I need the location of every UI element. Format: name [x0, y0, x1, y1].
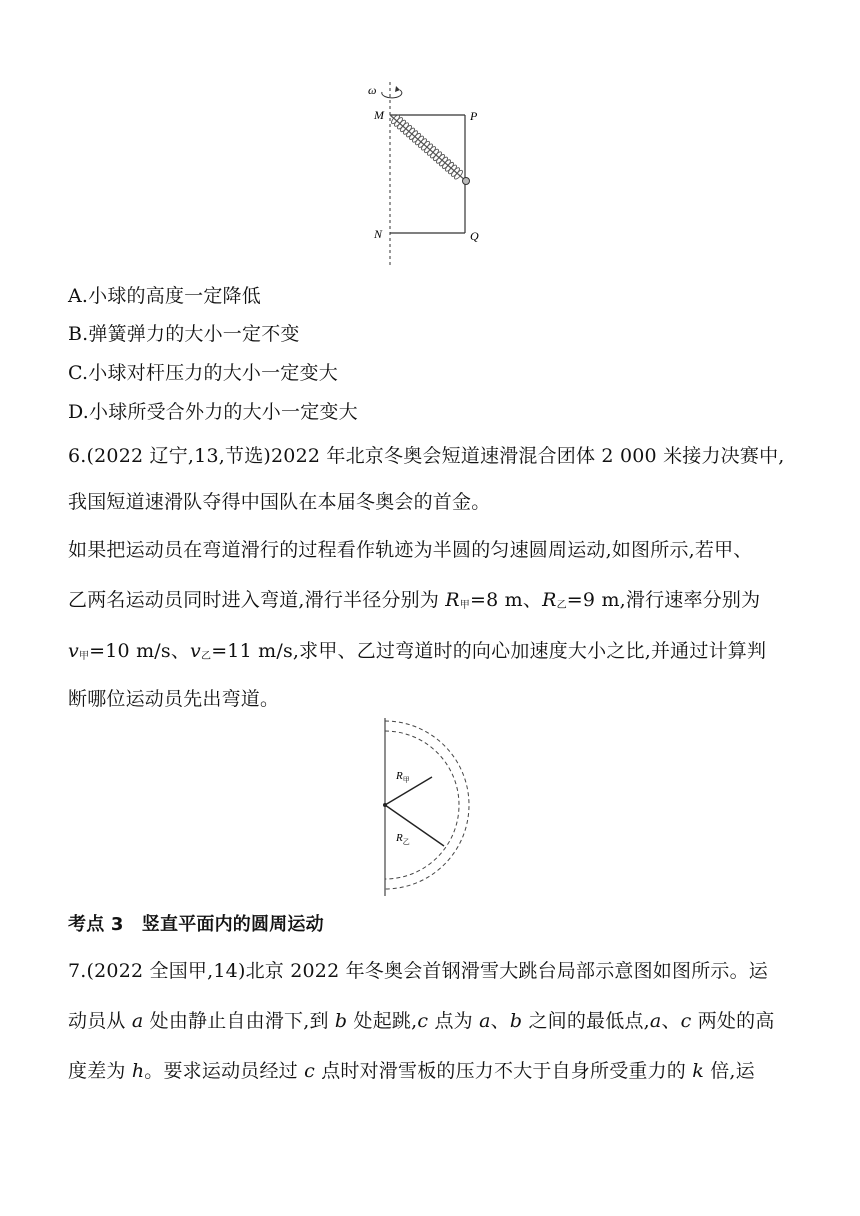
option-a: A.小球的高度一定降低 [68, 285, 261, 307]
q7-line3: 度差为 h。要求运动员经过 c 点时对滑雪板的压力不大于自身所受重力的 k 倍,运 [68, 1060, 755, 1082]
q6-line2: 我国短道速滑队夺得中国队在本届冬奥会的首金。 [68, 491, 491, 513]
figure-semicircle-track [370, 716, 490, 898]
label-Q: Q [470, 229, 479, 243]
section-heading: 考点 3 竖直平面内的圆周运动 [68, 914, 324, 935]
option-d: D.小球所受合外力的大小一定变大 [68, 401, 358, 423]
q6-line1: 6.(2022 辽宁,13,节选)2022 年北京冬奥会短道速滑混合团体 2 000 米接力决赛中, [68, 445, 785, 467]
label-M: M [374, 108, 384, 122]
figure-spring-frame [360, 80, 500, 270]
q7-line1: 7.(2022 全国甲,14)北京 2022 年冬奥会首钢滑雪大跳台局部示意图如图所示。运 [68, 960, 768, 982]
label-P: P [470, 109, 478, 123]
option-c: C.小球对杆压力的大小一定变大 [68, 362, 338, 384]
option-b: B.弹簧弹力的大小一定不变 [68, 323, 300, 345]
q7-line2: 动员从 a 处由静止自由滑下,到 b 处起跳,c 点为 a、b 之间的最低点,a、c 两处的高 [68, 1010, 775, 1032]
label-N: N [374, 227, 383, 241]
label-r-jia: $R_甲$ [396, 770, 410, 784]
q6-line4: 乙两名运动员同时进入弯道,滑行半径分别为 $R_甲=8$ m、$R_乙=9$ m,滑行速率分别为 [68, 589, 761, 611]
q6-line6: 断哪位运动员先出弯道。 [68, 688, 280, 710]
omega-label: ω [368, 83, 377, 97]
q6-line3: 如果把运动员在弯道滑行的过程看作轨迹为半圆的匀速圆周运动,如图所示,若甲、 [68, 539, 753, 561]
label-r-yi: $R_乙$ [396, 832, 410, 846]
q6-line5: $v_甲=10$ m/s、$v_乙=11$ m/s,求甲、乙过弯道时的向心加速度大小之比,并通过计算判 [68, 640, 767, 662]
